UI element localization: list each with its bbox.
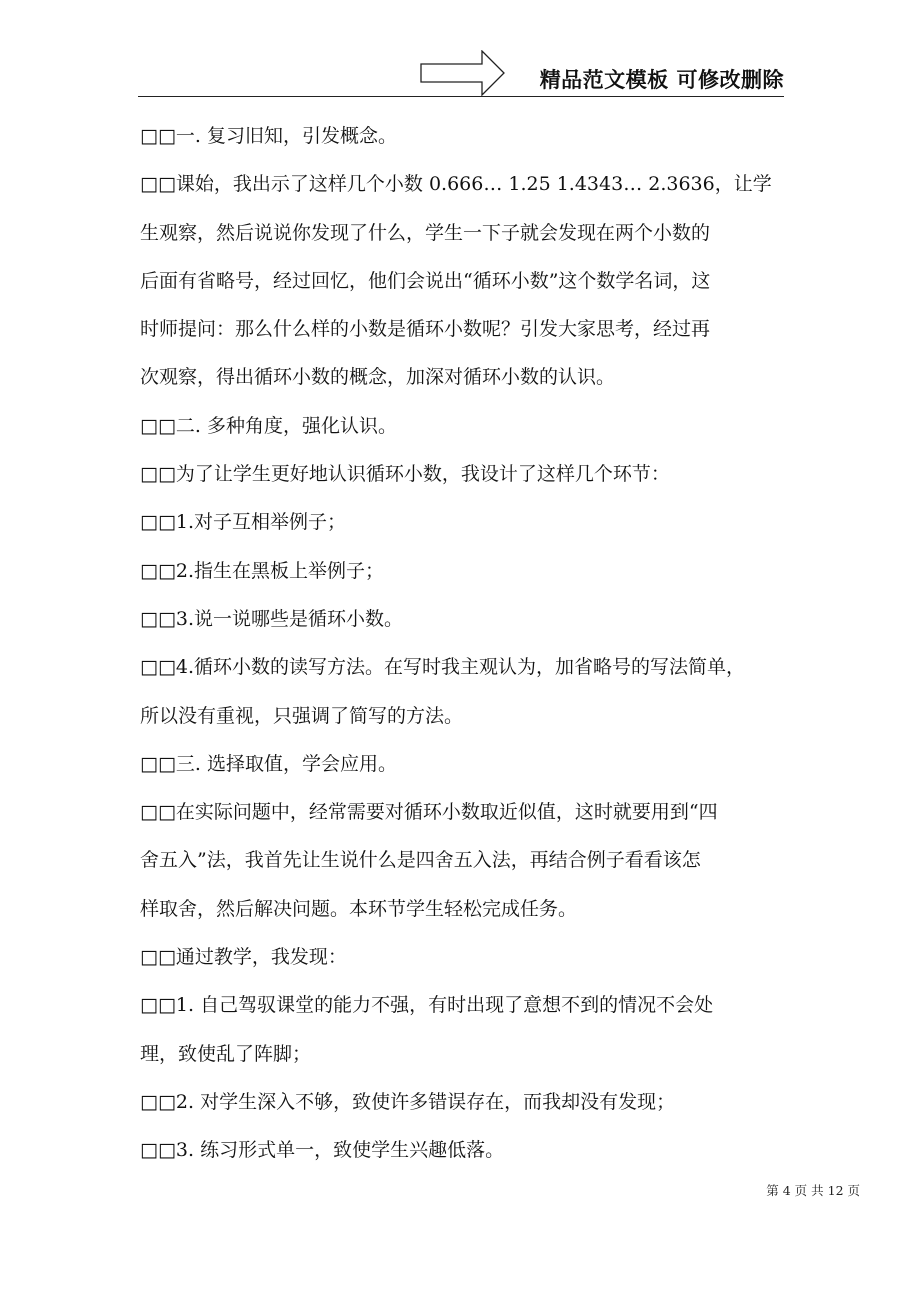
paragraph-line: □□一. 复习旧知，引发概念。	[140, 125, 397, 147]
document-body	[140, 112, 790, 1175]
paragraph-line: 次观察，得出循环小数的概念，加深对循环小数的认识。	[140, 366, 616, 389]
paragraph-line: 时师提问：那么什么样的小数是循环小数呢？引发大家思考，经过再	[140, 318, 711, 341]
paragraph-line: 生观察，然后说说你发现了什么，学生一下子就会发现在两个小数的	[140, 221, 711, 244]
paragraph-line: □□4.循环小数的读写方法。在写时我主观认为，加省略号的写法简单，	[140, 656, 746, 679]
paragraph-line: 样取舍，然后解决问题。本环节学生轻松完成任务。	[140, 897, 578, 920]
paragraph-line: □□为了让学生更好地认识循环小数，我设计了这样几个环节：	[140, 463, 670, 486]
paragraph-line: □□二. 多种角度，强化认识。	[140, 414, 397, 437]
paragraph-line: □□3. 练习形式单一，致使学生兴趣低落。	[140, 1139, 505, 1162]
page-header	[0, 0, 920, 100]
paragraph-line: □□2.指生在黑板上举例子；	[140, 559, 385, 582]
paragraph-line: □□课始，我出示了这样几个小数 0.666… 1.25 1.4343… 2.3636，让学	[140, 173, 772, 196]
paragraph-line: □□2. 对学生深入不够，致使许多错误存在，而我却没有发现；	[140, 1090, 676, 1113]
header-title: 精品范文模板 可修改删除	[539, 68, 784, 92]
paragraph-line: 舍五入”法，我首先让生说什么是四舍五入法，再结合例子看看该怎	[140, 849, 701, 872]
paragraph-line: □□通过教学，我发现：	[140, 946, 347, 969]
paragraph-line: □□三. 选择取值，学会应用。	[140, 752, 397, 775]
paragraph-line: 后面有省略号，经过回忆，他们会说出“循环小数”这个数学名词，这	[140, 269, 711, 292]
right-arrow-icon	[420, 50, 506, 96]
paragraph-line: 理，致使乱了阵脚；	[140, 1042, 312, 1065]
paragraph-line: □□1.对子互相举例子；	[140, 511, 347, 534]
page-number: 第 4 页 共 12 页	[766, 1183, 860, 1198]
paragraph-line: □□3.说一说哪些是循环小数。	[140, 607, 404, 630]
header-divider	[138, 96, 784, 97]
paragraph-line: □□1. 自己驾驭课堂的能力不强，有时出现了意想不到的情况不会处	[140, 994, 714, 1017]
paragraph-line: 所以没有重视，只强调了简写的方法。	[140, 704, 464, 727]
paragraph-line: □□在实际问题中，经常需要对循环小数取近似值，这时就要用到“四	[140, 801, 718, 824]
